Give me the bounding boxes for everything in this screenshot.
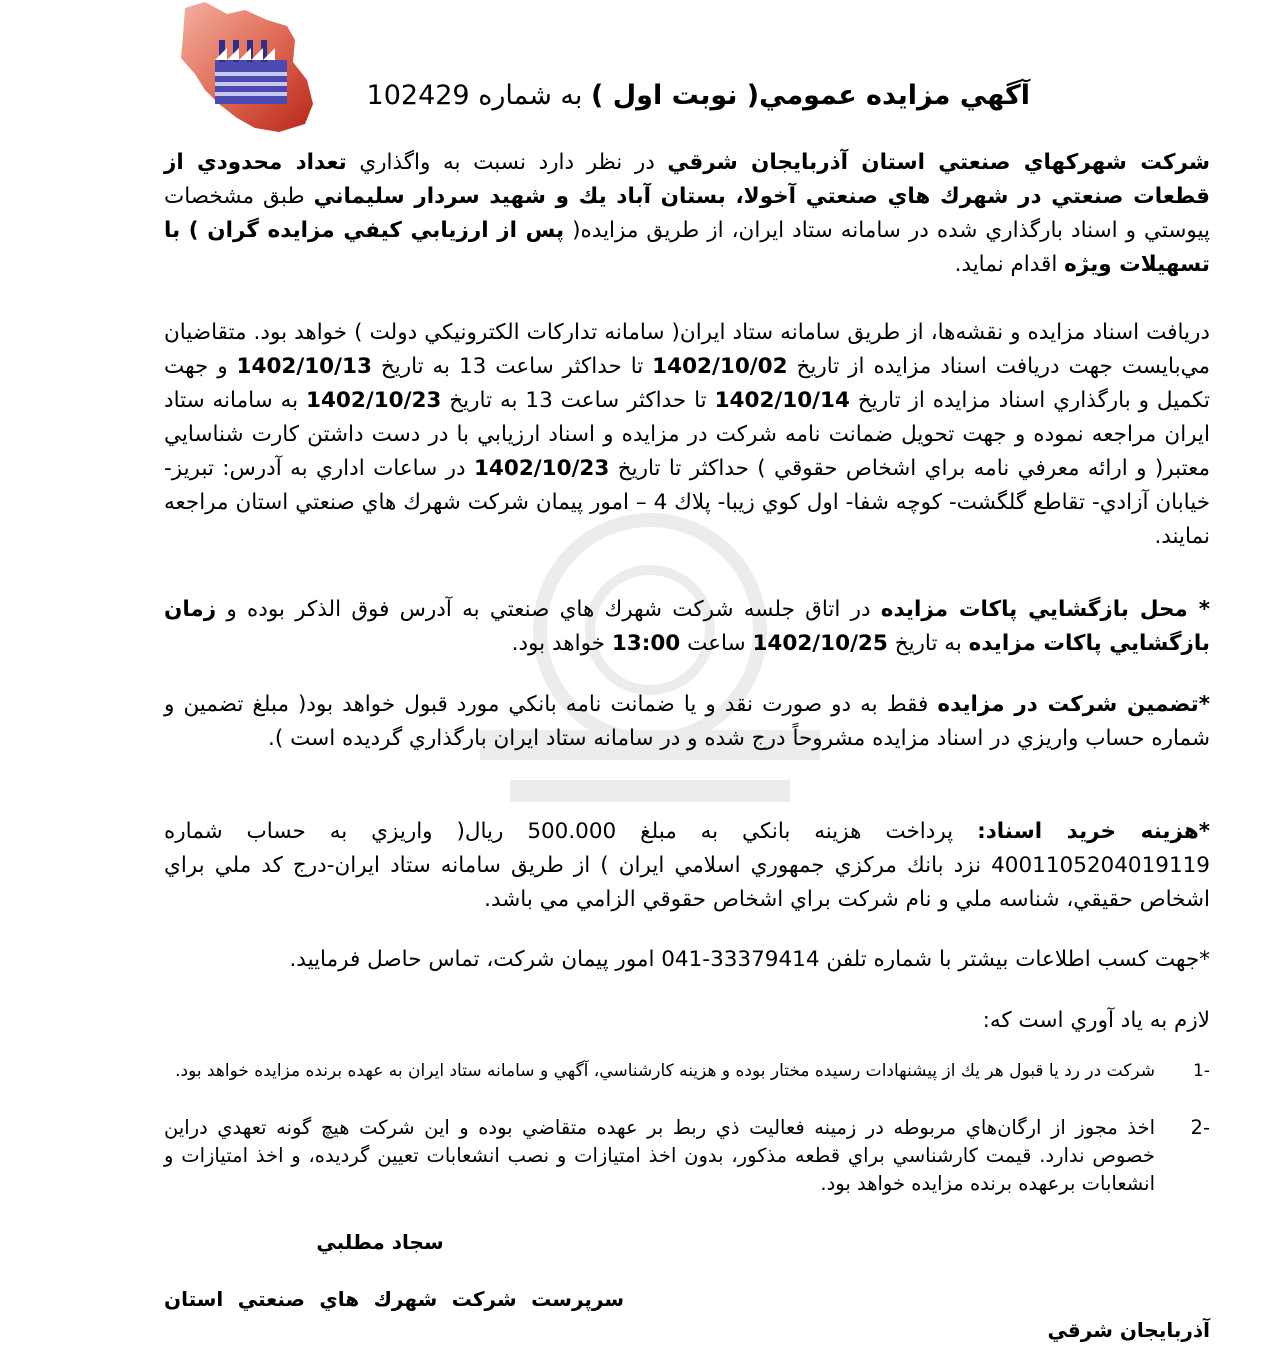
paragraph-intro [164, 146, 1210, 282]
intro-text-2: طبق مشخصات پيوستي و اسناد بارگذاري شده در سامانه ستاد ايران، از طريق مزايده( [164, 184, 1210, 243]
paragraph-fee [164, 815, 1210, 917]
fee-label: *هزينه خريد اسناد: [977, 819, 1210, 844]
paragraph-contact: *جهت كسب اطلاعات بيشتر با شماره تلفن 33379414-041 امور پيمان شركت، تماس حاصل فرماييد. [289, 947, 1210, 972]
opening-hour: 13:00 [611, 631, 681, 656]
signatory-title: سرپرست شركت شهرك هاي صنعتي استان [164, 1287, 624, 1311]
date-upload-start: 1402/10/14 [714, 388, 850, 413]
announcement-title [330, 80, 1030, 128]
note-text: اخذ مجوز از ارگان‌هاي مربوطه در زمينه فعاليت ذي ربط بر عهده متقاضي بوده و اين شركت هيچ گونه تعهدي دراين خصوص ندارد. قيمت كارشناسي براي قطعه مذكور، بدون اخذ امتيازات و نصب انشعابات تعيين گرديده، و اخذ امتيازات و انشعابات برعهده برنده مزايده خواهد بود. [164, 1116, 1155, 1195]
note-number: -1 [1193, 1061, 1210, 1081]
docs-text-4: تا حداكثر ساعت 13 به تاريخ [449, 388, 707, 413]
paragraph-opening [164, 593, 1210, 661]
opening-time-label: زمان بازگشايي پاكات مزايده [164, 597, 1210, 656]
docs-text-5: به سامانه ستاد ايران مراجعه نموده و جهت تحويل ضمانت نامه شركت در مزايده و اسناد ارزيابي با در دست داشتن كارت شناسايي معتبر( و ارائه معرفي نامه براي اشخاص حقوقي ) حداكثر تا تاريخ [164, 388, 1210, 481]
opening-suffix: خواهد بود. [511, 631, 605, 656]
opening-place-text: در اتاق جلسه شركت شهرك هاي صنعتي به آدرس فوق الذكر بوده و [226, 597, 871, 622]
signatory-title-province: آذربايجان شرقي [1047, 1318, 1210, 1342]
guarantee-text: فقط به دو صورت نقد و يا ضمانت نامه بانكي مورد قبول خواهد بود( مبلغ تضمين و شماره حساب واريزي در اسناد مزايده مشروحاً درج شده و در سامانه ستاد ايران بارگذاري گرديده است ). [164, 692, 1210, 751]
paragraph-reminder: لازم به ياد آوري است كه: [982, 1008, 1210, 1033]
docs-text-2: تا حداكثر ساعت 13 به تاريخ [380, 354, 644, 379]
paragraph-guarantee [164, 688, 1210, 756]
note-text: شركت در رد يا قبول هر يك از پيشنهادات رسيده مختار بوده و هزينه كارشناسي، آگهي و سامانه ستاد ايران به عهده برنده مزايده خواهد بود. [175, 1061, 1155, 1081]
date-start: 1402/10/02 [652, 354, 788, 379]
company-name: شركت شهركهاي صنعتي استان آذربايجان شرقي [667, 150, 1211, 175]
fee-text: پرداخت هزينه بانكي به مبلغ 500.000 ريال( واريزي به حساب شماره 4001105204019119 نزد بانك مركزي جمهوري اسلامي ايران ) از طريق سامانه ستاد ايران-درج كد ملي براي اشخاص حقيقي، شناسه ملي و نام شركت براي اشخاص حقوقي الزامي مي باشد. [164, 819, 1210, 912]
date-upload-end: 1402/10/23 [306, 388, 442, 413]
intro-text-3: اقدام نمايد. [954, 252, 1058, 277]
opening-hour-prefix: ساعت [687, 631, 746, 656]
opening-date-prefix: به تاريخ [894, 631, 962, 656]
intro-text-1: در نظر دارد نسبت به واگذاري [359, 150, 655, 175]
industrial-plots: تعداد محدودي از قطعات صنعتي در شهرك هاي صنعتي آخولا، بستان آباد يك و شهيد سردار سليماني [164, 150, 1210, 209]
docs-text-1: دريافت اسناد مزايده و نقشه‌ها، از طريق سامانه ستاد ايران( سامانه تداركات الكترونيكي دولت ) خواهد بود. متقاضيان مي‌بايست جهت دريافت اسناد مزايده از تاريخ [164, 320, 1211, 379]
note-number: -2 [1190, 1116, 1210, 1139]
evaluation-note: پس از ارزيابي كيفي مزايده گران ) با تسهيلات ويژه [164, 218, 1210, 277]
opening-date: 1402/10/25 [752, 631, 888, 656]
opening-place-label: * محل بازگشايي پاكات مزايده [880, 597, 1210, 622]
title-suffix: به شماره [478, 80, 583, 111]
company-logo [175, 0, 315, 138]
paragraph-documents [164, 316, 1210, 554]
docs-text-3: و جهت تكميل و بارگذاري اسناد مزايده از تاريخ [164, 354, 1210, 413]
title-bold: آگهي مزايده عمومي( نوبت اول ) [591, 80, 1030, 111]
signatory-name: سجاد مطلبي [316, 1230, 444, 1254]
note-item-2 [164, 1114, 1210, 1198]
date-receive-end: 1402/10/13 [236, 354, 372, 379]
docs-text-6: در ساعات اداري به آدرس: تبريز- خيابان آزادي- تقاطع گلگشت- كوچه شفا- اول كوي زيبا- پلاك 4 – امور پيمان شركت شهرك هاي صنعتي استان مراجعه نمايند. [164, 456, 1211, 549]
title-number: 102429 [366, 80, 470, 111]
guarantee-label: *تضمين شركت در مزايده [937, 692, 1210, 717]
note-item-1 [164, 1058, 1210, 1084]
date-guarantee-end: 1402/10/23 [473, 456, 610, 481]
